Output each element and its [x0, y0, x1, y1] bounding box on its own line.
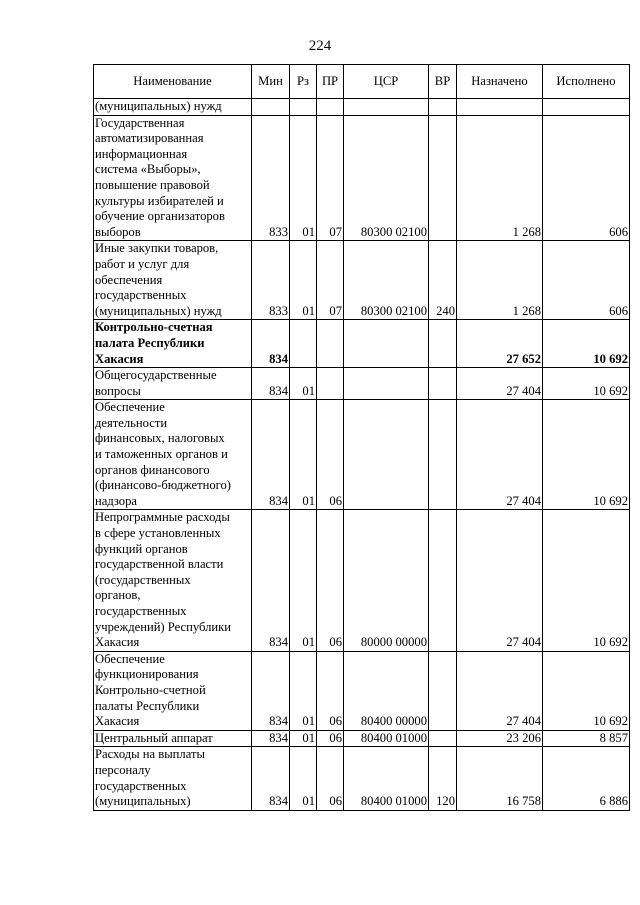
row-executed: 10 692 [543, 320, 630, 368]
row-name: Иные закупки товаров, работ и услуг для обеспечения государственных (муниципальных) нужд [94, 241, 252, 320]
row-assigned: 27 404 [457, 400, 543, 510]
row-name: Обеспечение функционирования Контрольно-счетной палаты Республики Хакасия [94, 651, 252, 730]
row-csr [344, 99, 429, 116]
row-min: 833 [252, 115, 290, 241]
table-row [94, 368, 630, 400]
row-csr [344, 320, 429, 368]
row-assigned: 27 404 [457, 510, 543, 651]
row-name: Центральный аппарат [94, 730, 252, 747]
row-name: Контрольно-счетная палата Республики Хакасия [94, 320, 252, 368]
table-row [94, 510, 630, 651]
row-executed: 6 886 [543, 747, 630, 810]
row-min: 834 [252, 651, 290, 730]
row-pr: 07 [317, 115, 344, 241]
header-executed: Исполнено [543, 65, 630, 99]
row-vr: 240 [429, 241, 457, 320]
row-name: Расходы на выплаты персоналу государственных (муниципальных) [94, 747, 252, 810]
row-assigned: 23 206 [457, 730, 543, 747]
row-assigned: 1 268 [457, 241, 543, 320]
row-executed: 8 857 [543, 730, 630, 747]
row-min: 834 [252, 730, 290, 747]
table-row [94, 651, 630, 730]
row-executed [543, 99, 630, 116]
row-pr: 07 [317, 241, 344, 320]
row-vr [429, 651, 457, 730]
table-row [94, 99, 630, 116]
row-rz: 01 [290, 241, 317, 320]
row-pr: 06 [317, 510, 344, 651]
row-executed: 606 [543, 241, 630, 320]
row-csr: 80000 00000 [344, 510, 429, 651]
header-pr: ПР [317, 65, 344, 99]
row-vr [429, 730, 457, 747]
table-row [94, 730, 630, 747]
header-csr: ЦСР [344, 65, 429, 99]
row-vr [429, 320, 457, 368]
row-name: Непрограммные расходы в сфере установленных функций органов государственной власти (государственных органов, государственных учреждений) Республики Хакасия [94, 510, 252, 651]
table-row [94, 400, 630, 510]
row-rz: 01 [290, 400, 317, 510]
row-rz: 01 [290, 730, 317, 747]
row-executed: 606 [543, 115, 630, 241]
table-row [94, 115, 630, 241]
row-pr: 06 [317, 747, 344, 810]
header-name: Наименование [94, 65, 252, 99]
row-csr: 80400 01000 [344, 747, 429, 810]
row-rz: 01 [290, 115, 317, 241]
row-min: 834 [252, 368, 290, 400]
row-pr [317, 99, 344, 116]
row-csr [344, 400, 429, 510]
budget-table [93, 64, 630, 811]
row-min [252, 99, 290, 116]
row-pr [317, 320, 344, 368]
row-min: 834 [252, 320, 290, 368]
row-assigned: 27 652 [457, 320, 543, 368]
row-rz [290, 320, 317, 368]
row-executed: 10 692 [543, 651, 630, 730]
row-csr: 80300 02100 [344, 241, 429, 320]
row-name: Обеспечение деятельности финансовых, налоговых и таможенных органов и органов финансового (финансово-бюджетного) надзора [94, 400, 252, 510]
row-rz: 01 [290, 651, 317, 730]
row-executed: 10 692 [543, 368, 630, 400]
row-assigned: 27 404 [457, 651, 543, 730]
row-assigned: 1 268 [457, 115, 543, 241]
row-assigned: 27 404 [457, 368, 543, 400]
table-row [94, 320, 630, 368]
row-pr: 06 [317, 730, 344, 747]
row-vr [429, 99, 457, 116]
page-number: 224 [308, 38, 332, 54]
row-csr: 80300 02100 [344, 115, 429, 241]
row-csr: 80400 00000 [344, 651, 429, 730]
table-row [94, 747, 630, 810]
row-pr: 06 [317, 651, 344, 730]
row-vr: 120 [429, 747, 457, 810]
row-assigned: 16 758 [457, 747, 543, 810]
row-pr: 06 [317, 400, 344, 510]
row-rz: 01 [290, 747, 317, 810]
table-row [94, 241, 630, 320]
row-name: Общегосударственные вопросы [94, 368, 252, 400]
row-rz [290, 99, 317, 116]
row-vr [429, 368, 457, 400]
header-min: Мин [252, 65, 290, 99]
row-min: 834 [252, 510, 290, 651]
row-executed: 10 692 [543, 400, 630, 510]
header-rz: Рз [290, 65, 317, 99]
row-vr [429, 510, 457, 651]
row-min: 834 [252, 747, 290, 810]
header-row [94, 65, 630, 99]
header-vr: ВР [429, 65, 457, 99]
row-min: 834 [252, 400, 290, 510]
row-name: (муниципальных) нужд [94, 99, 252, 116]
row-min: 833 [252, 241, 290, 320]
header-assigned: Назначено [457, 65, 543, 99]
row-name: Государственная автоматизированная информационная система «Выборы», повышение правовой культуры избирателей и обучение организаторов выборов [94, 115, 252, 241]
row-assigned [457, 99, 543, 116]
row-rz: 01 [290, 510, 317, 651]
row-pr [317, 368, 344, 400]
row-csr: 80400 01000 [344, 730, 429, 747]
row-csr [344, 368, 429, 400]
row-executed: 10 692 [543, 510, 630, 651]
row-vr [429, 115, 457, 241]
row-vr [429, 400, 457, 510]
row-rz: 01 [290, 368, 317, 400]
